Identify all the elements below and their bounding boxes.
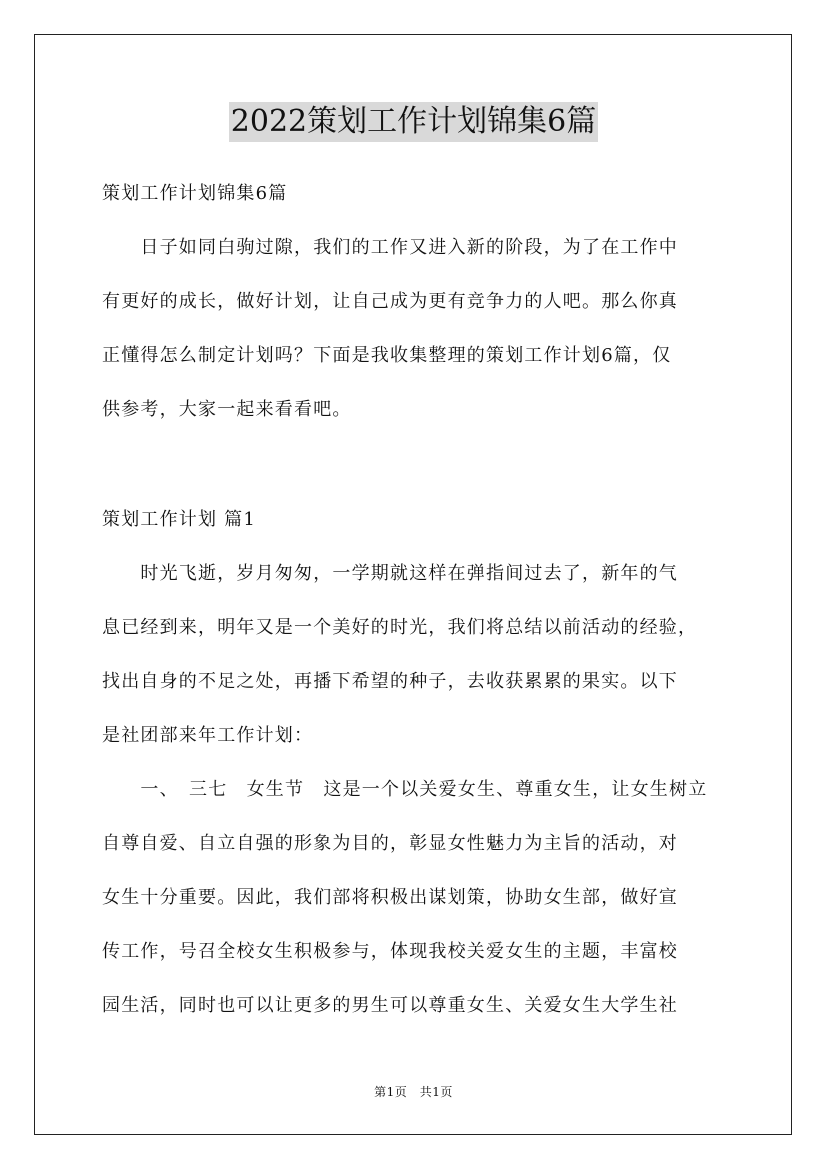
document-title-wrapper bbox=[0, 102, 827, 146]
paragraph-line: 自尊自爱、自立自强的形象为目的，彰显女性魅力为主旨的活动，对 bbox=[102, 833, 678, 854]
page-footer: 第1页 共1页 bbox=[374, 1085, 453, 1099]
paragraph-line: 找出自身的不足之处，再播下希望的种子，去收获累累的果实。以下 bbox=[102, 671, 678, 692]
paragraph-line: 日子如同白驹过隙，我们的工作又进入新的阶段，为了在工作中 bbox=[102, 237, 678, 258]
paragraph-line: 是社团部来年工作计划： bbox=[102, 725, 314, 746]
paragraph-line: 供参考，大家一起来看看吧。 bbox=[102, 399, 352, 420]
paragraph-line: 时光飞逝，岁月匆匆，一学期就这样在弹指间过去了，新年的气 bbox=[102, 563, 678, 584]
paragraph-line: 女生十分重要。因此，我们部将积极出谋划策，协助女生部，做好宣 bbox=[102, 887, 678, 908]
paragraph-line: 传工作，号召全校女生积极参与，体现我校关爱女生的主题，丰富校 bbox=[102, 941, 678, 962]
paragraph-line: 一、 三七 女生节 这是一个以关爱女生、尊重女生，让女生树立 bbox=[102, 779, 708, 800]
subtitle-line: 策划工作计划锦集6篇 bbox=[102, 183, 288, 204]
section-heading: 策划工作计划 篇1 bbox=[102, 509, 256, 530]
paragraph-line: 园生活，同时也可以让更多的男生可以尊重女生、关爱女生大学生社 bbox=[102, 995, 678, 1016]
document-title: 2022策划工作计划锦集6篇 bbox=[229, 102, 598, 142]
paragraph-line: 有更好的成长，做好计划，让自己成为更有竞争力的人吧。那么你真 bbox=[102, 291, 678, 312]
paragraph-line: 息已经到来，明年又是一个美好的时光，我们将总结以前活动的经验， bbox=[102, 617, 698, 638]
paragraph-line: 正懂得怎么制定计划吗？下面是我收集整理的策划工作计划6篇，仅 bbox=[102, 345, 672, 366]
